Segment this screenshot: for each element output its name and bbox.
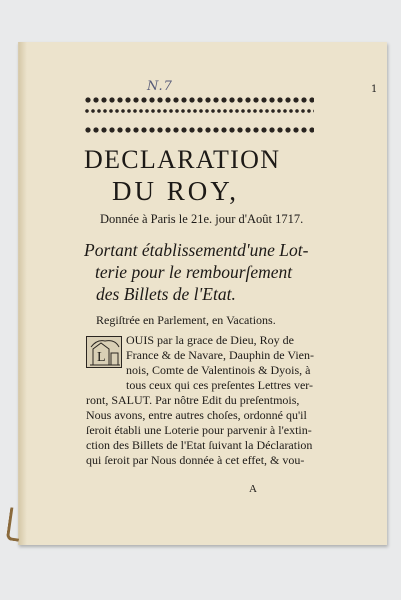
body-line: ction des Billets de l'Etat ſuivant la Déclaration (86, 438, 313, 452)
handwritten-number: N.7 (147, 79, 173, 94)
engraved-scene-icon (87, 337, 123, 369)
title-line-1: DECLARATION (84, 145, 281, 174)
subject-line: Portant établissementd'une Lot- (84, 240, 309, 260)
body-line: Nous avons, entre autres choſes, ordonné qu'il (86, 408, 307, 422)
title-line-2: DU ROY, (112, 176, 240, 206)
body-line: ſeroit établi une Loterie pour parvenir à l'extin- (86, 423, 312, 437)
body-line: ront, SALUT. Par nôtre Edit du preſentmois, (86, 393, 300, 407)
registration-line: Regiſtrée en Parlement, en Vacations. (96, 313, 276, 327)
body-line: qui ſeroit par Nous donnée à cet effet, & vou- (86, 453, 305, 467)
body-line: OUIS par la grace de Dieu, Roy de (126, 333, 294, 347)
subject-line: des Billets de l'Etat. (96, 284, 236, 304)
body-line: France & de Navare, Dauphin de Vien- (126, 348, 314, 362)
body-line: nois, Comte de Valentinois & Dyois, à (126, 363, 311, 377)
subject-line: terie pour le rembourſement (95, 262, 293, 282)
date-line: Donnée à Paris le 21e. jour d'Août 1717. (100, 212, 304, 226)
ornament-border-top (84, 96, 314, 104)
page-number: 1 (371, 84, 378, 95)
ornament-border-middle (84, 108, 314, 114)
ornament-border-bottom (84, 126, 314, 134)
catchword: A (249, 483, 257, 495)
dropcap-letter: L (97, 350, 106, 365)
decorated-initial (86, 336, 122, 368)
body-line: tous ceux qui ces preſentes Lettres ver- (126, 378, 314, 392)
